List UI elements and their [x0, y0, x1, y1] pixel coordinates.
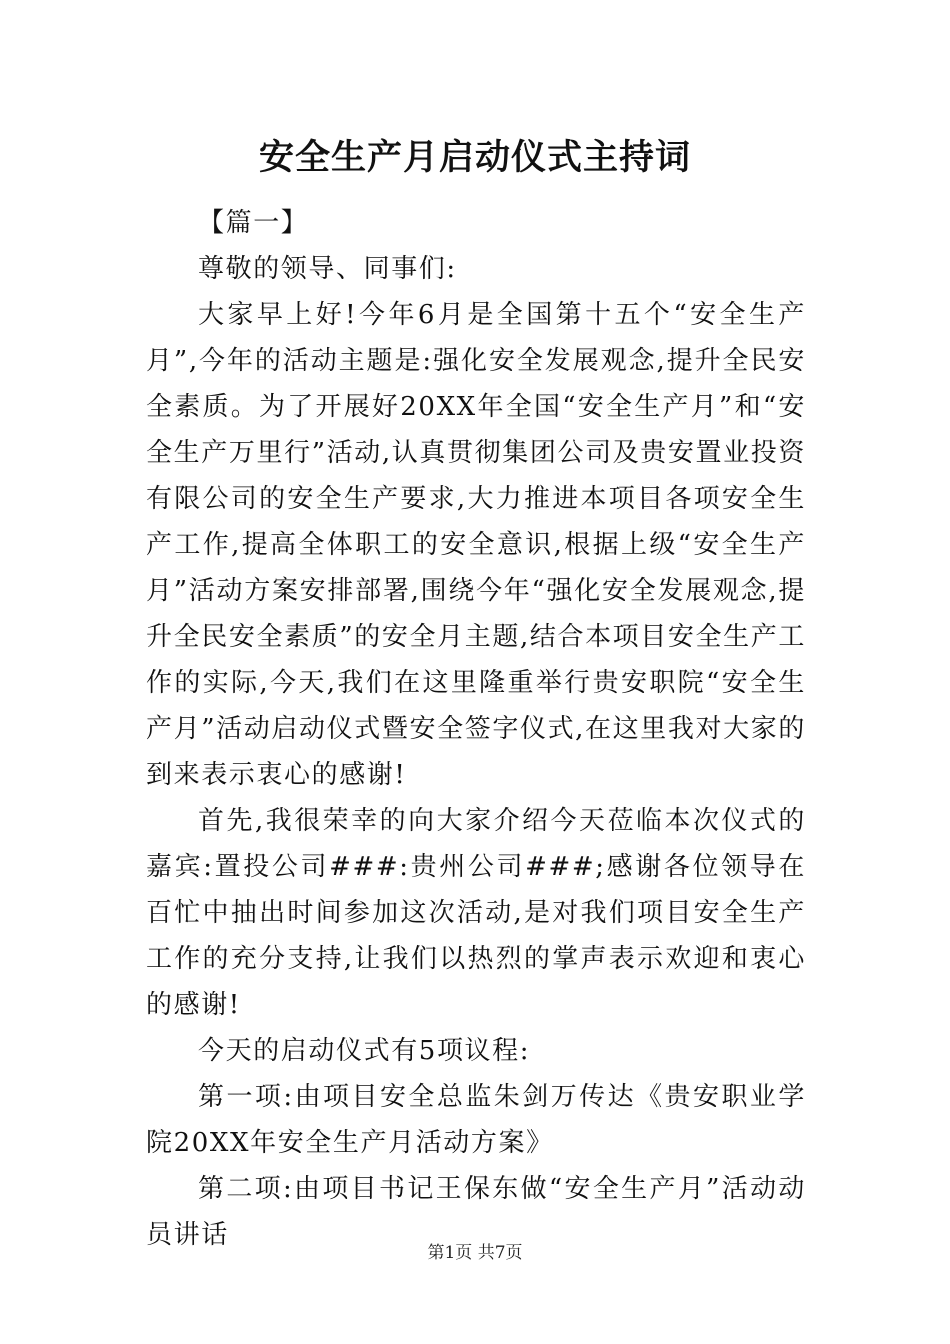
section-heading: 【篇一】	[198, 208, 309, 238]
paragraph-opening: 大家早上好!今年6月是全国第十五个“安全生产月”,今年的活动主题是:强化安全发展观念,提升全民安全素质。为了开展好20XX年全国“安全生产月”和“安全生产万里行”活动,认真贯彻集团公司及贵安置业投资有限公司的安全生产要求,大力推进本项目各项安全生产工作,提高全体职工的安全意识,根据上级“安全生产月”活动方案安排部署,围绕今年“强化安全发展观念,提升全民安全素质”的安全月主题,结合本项目安全生产工作的实际,今天,我们在这里隆重举行贵安职院“安全生产月”活动启动仪式暨安全签字仪式,在这里我对大家的到来表示衷心的感谢!	[146, 300, 806, 790]
document-title: 安全生产月启动仪式主持词	[258, 137, 691, 178]
document-body	[146, 200, 806, 1258]
paragraph-agenda-intro: 今天的启动仪式有5项议程:	[198, 1036, 531, 1066]
agenda-item-1: 第一项:由项目安全总监朱剑万传达《贵安职业学院20XX年安全生产月活动方案》	[146, 1082, 806, 1158]
salutation: 尊敬的领导、同事们:	[198, 254, 457, 284]
paragraph-guests: 首先,我很荣幸的向大家介绍今天莅临本次仪式的嘉宾:置投公司###:贵州公司###;感谢各位领导在百忙中抽出时间参加这次活动,是对我们项目安全生产工作的充分支持,让我们以热烈的掌声表示欢迎和衷心的感谢!	[146, 806, 806, 1020]
agenda-item-2: 第二项:由项目书记王保东做“安全生产月”活动动员讲话	[146, 1174, 806, 1250]
page-footer: 第1页 共7页	[427, 1243, 523, 1263]
